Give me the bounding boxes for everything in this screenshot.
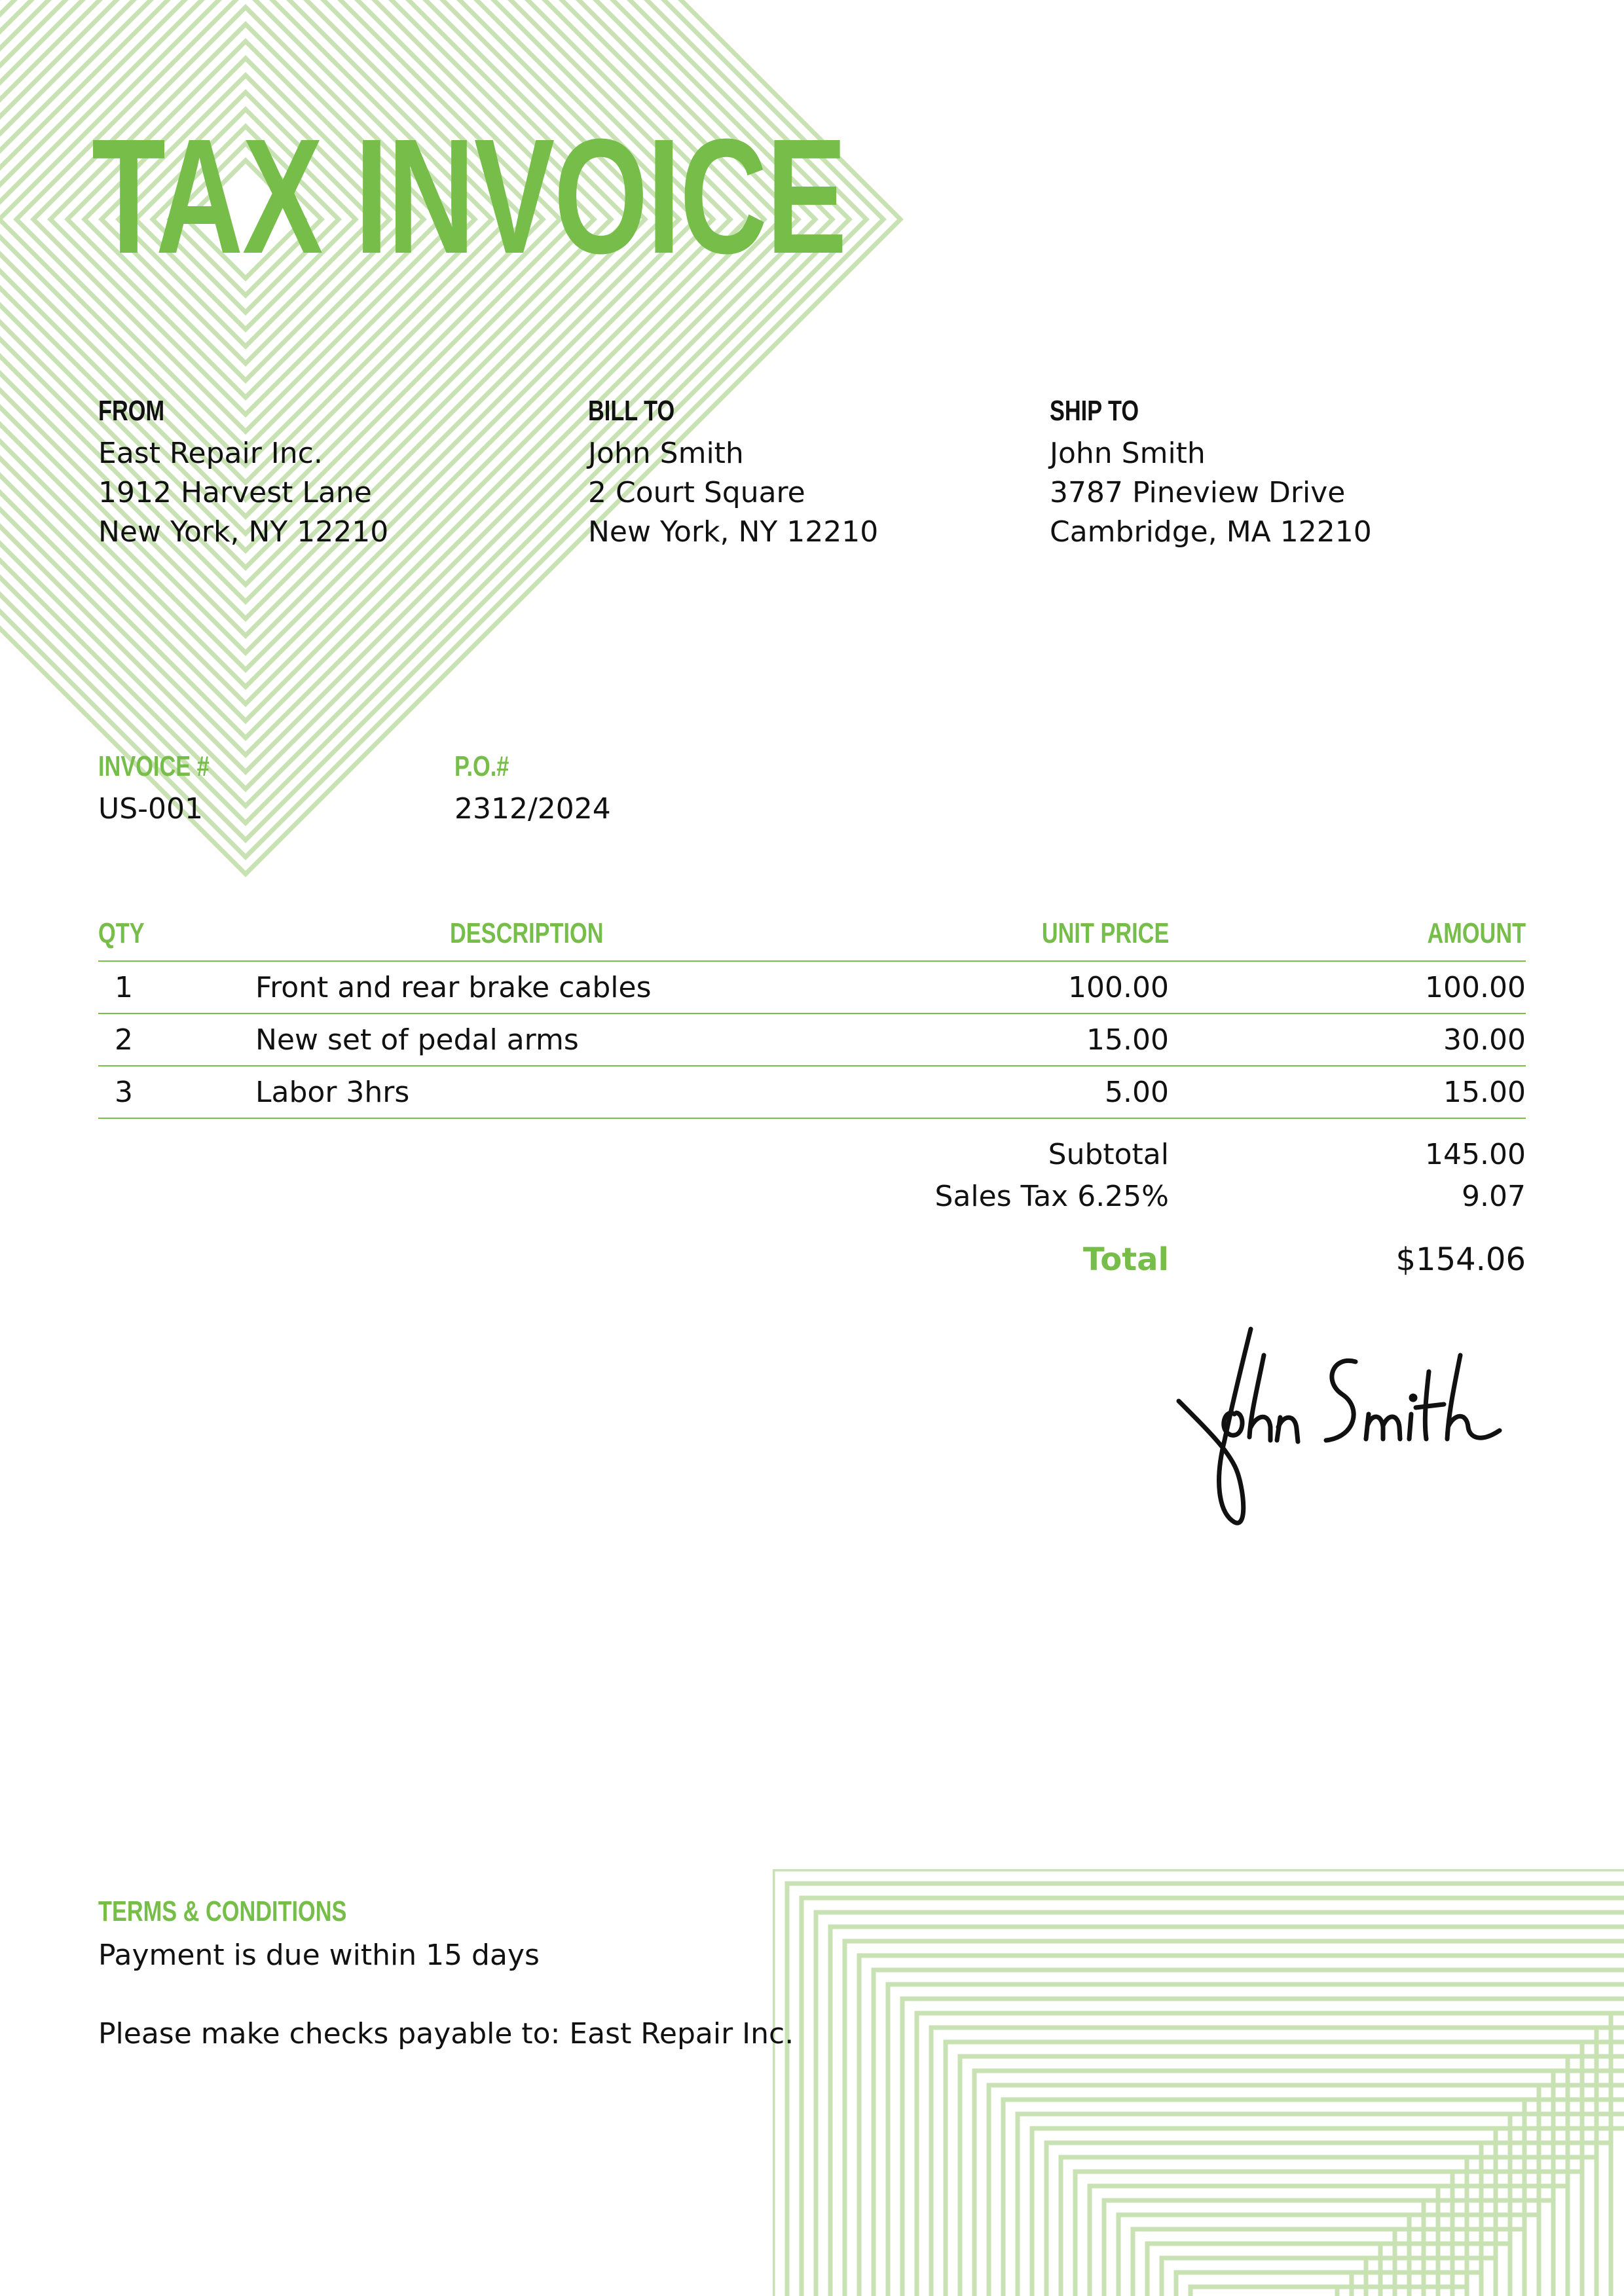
table-row bbox=[98, 961, 1526, 1013]
tax-row bbox=[786, 1180, 1526, 1222]
table-row bbox=[98, 1066, 1526, 1118]
row-amount: 100.00 bbox=[1169, 961, 1526, 1013]
row-qty: 2 bbox=[98, 1013, 255, 1066]
invoice-number-block bbox=[98, 750, 241, 829]
decorative-corner-pattern bbox=[773, 1869, 1624, 2296]
from-block bbox=[98, 395, 388, 552]
handwritten-signature bbox=[1172, 1316, 1526, 1539]
from-label: FROM bbox=[98, 395, 165, 427]
line-items-table bbox=[98, 907, 1526, 1119]
row-description: Labor 3hrs bbox=[255, 1066, 841, 1118]
ship-to-label: SHIP TO bbox=[1050, 395, 1139, 427]
po-number-label: P.O.# bbox=[454, 750, 509, 782]
row-description: New set of pedal arms bbox=[255, 1013, 841, 1066]
terms-line-payment: Payment is due within 15 days bbox=[98, 1939, 540, 1972]
total-value: $154.06 bbox=[1395, 1241, 1526, 1278]
table-header-row bbox=[98, 907, 1526, 961]
from-street: 1912 Harvest Lane bbox=[98, 476, 372, 509]
tax-label: Sales Tax 6.25% bbox=[934, 1180, 1169, 1213]
subtotal-value: 145.00 bbox=[1425, 1138, 1526, 1171]
subtotal-row bbox=[786, 1138, 1526, 1180]
row-description: Front and rear brake cables bbox=[255, 961, 841, 1013]
bill-to-label: BILL TO bbox=[588, 395, 675, 427]
po-number-value: 2312/2024 bbox=[454, 792, 611, 826]
ship-to-block bbox=[1050, 395, 1372, 552]
terms-block bbox=[98, 1895, 794, 2054]
terms-line-checks: Please make checks payable to: East Repair Inc. bbox=[98, 2017, 794, 2050]
header-qty: QTY bbox=[98, 907, 255, 961]
from-name: East Repair Inc. bbox=[98, 437, 323, 470]
row-unit-price: 15.00 bbox=[841, 1013, 1169, 1066]
po-number-block bbox=[454, 750, 611, 829]
invoice-number-label: INVOICE # bbox=[98, 750, 210, 782]
row-qty: 1 bbox=[98, 961, 255, 1013]
bill-to-name: John Smith bbox=[588, 437, 744, 470]
ship-to-city: Cambridge, MA 12210 bbox=[1050, 515, 1372, 549]
ship-to-name: John Smith bbox=[1050, 437, 1206, 470]
header-unit-price: UNIT PRICE bbox=[841, 907, 1169, 961]
header-amount: AMOUNT bbox=[1169, 907, 1526, 961]
page-title: TAX INVOICE bbox=[92, 105, 847, 287]
totals-block bbox=[786, 1138, 1526, 1283]
row-unit-price: 5.00 bbox=[841, 1066, 1169, 1118]
total-row bbox=[786, 1241, 1526, 1283]
bill-to-street: 2 Court Square bbox=[588, 476, 805, 509]
row-amount: 30.00 bbox=[1169, 1013, 1526, 1066]
total-label: Total bbox=[1082, 1241, 1169, 1278]
ship-to-street: 3787 Pineview Drive bbox=[1050, 476, 1346, 509]
row-unit-price: 100.00 bbox=[841, 961, 1169, 1013]
tax-value: 9.07 bbox=[1462, 1180, 1526, 1213]
header-description: DESCRIPTION bbox=[255, 907, 841, 961]
row-qty: 3 bbox=[98, 1066, 255, 1118]
bill-to-block bbox=[588, 395, 878, 552]
table-row bbox=[98, 1013, 1526, 1066]
row-amount: 15.00 bbox=[1169, 1066, 1526, 1118]
from-city: New York, NY 12210 bbox=[98, 515, 389, 549]
subtotal-label: Subtotal bbox=[1048, 1138, 1169, 1171]
bill-to-city: New York, NY 12210 bbox=[588, 515, 879, 549]
terms-label: TERMS & CONDITIONS bbox=[98, 1895, 347, 1927]
invoice-number-value: US-001 bbox=[98, 792, 203, 826]
